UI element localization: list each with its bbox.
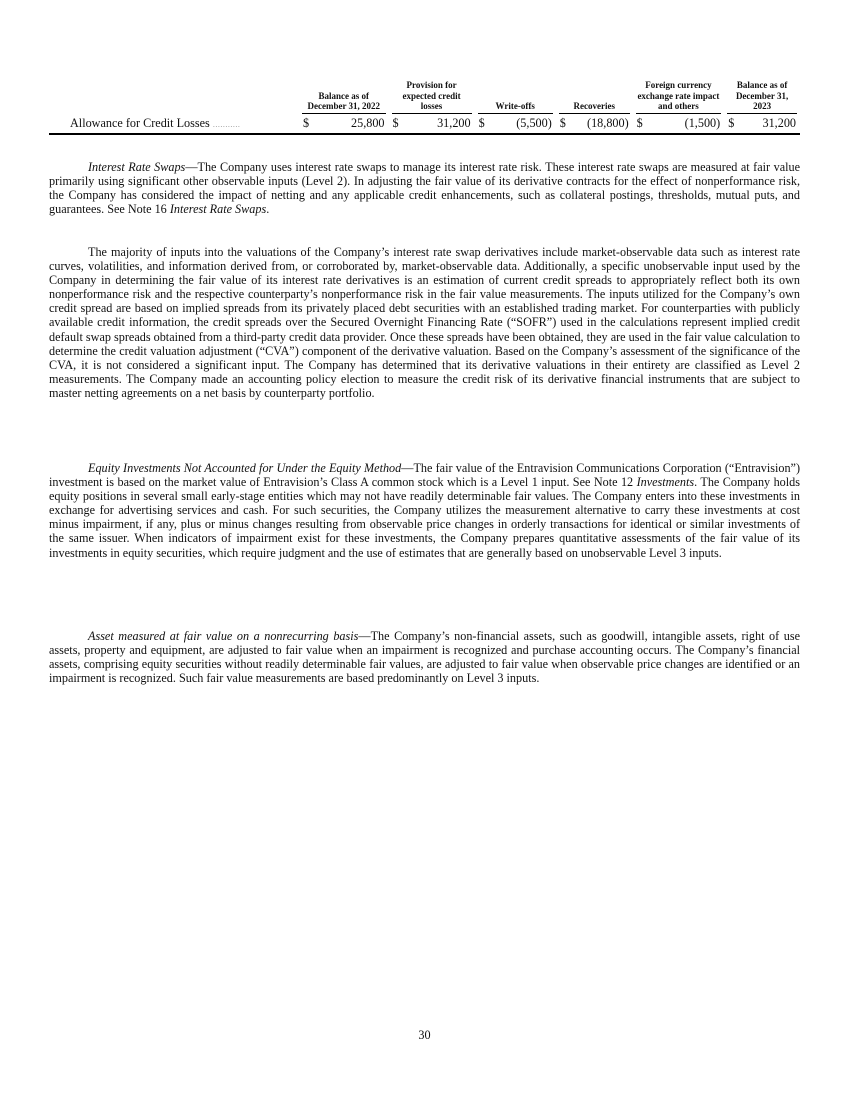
paragraph-valuation-inputs: The majority of inputs into the valuations of the Company’s interest rate swap derivatives include market-observable data such as interest rate curves, volatilities, and information derived from, or corroborated by, market-observable data. Additionally, a specific unobservable input used by the Company in determining the fair value of its interest rate derivatives is an estimation of current credit spreads to appropriately reflect both its own nonperformance risk and the respective counterparty’s nonperformance risk in the fair value measurements. The inputs utilized for the Company’s own credit spread are based on implied spreads from its privately placed debt securities with an established trading market. For counterparties with publicly available credit information, the credit spreads over the Secured Overnight Financing Rate (“SOFR”) used in the calculations represent implied credit default swap spreads obtained from a third-party credit data provider. Once these spreads have been obtained, they are used in the fair value calculation to determine the credit valuation adjustment (“CVA”) component of the derivative valuation. Based on the Company’s assessment of the significance of the CVA, it is not considered a significant input. The Company has determined that its derivative valuations in their entirety are classified as Level 2 measurements. The Company made an accounting policy election to measure the credit risk of its derivative financial instruments that are subject to master netting agreements on a net basis by counterparty portfolio.: [49, 245, 800, 400]
paragraph-interest-rate-swaps: Interest Rate Swaps—The Company uses interest rate swaps to manage its interest rate risk. These interest rate swaps are measured at fair value primarily using significant other observable inputs (Level 2). In adjusting the fair value of its derivative contracts for the effect of nonperformance risk, the Company has considered the impact of netting and any applicable credit enhancements, such as collateral postings, thresholds, mutual puts, and guarantees. See Note 16 Interest Rate Swaps.: [49, 160, 801, 217]
currency-symbol: $: [633, 114, 645, 134]
value-provision: 31,200: [401, 114, 475, 134]
paragraph-equity-investments: Equity Investments Not Accounted for Under the Equity Method—The fair value of the Entravision Communications Corporation (“Entravision”) investment is based on the market value of Entravision’s Class A common stock which is a Level 1 input. See Note 12 Investments. The Company holds equity positions in several small early-stage entities which may not have readily determinable fair values. The Company enters into these investments in exchange for advertising services and cash. For such securities, the Company utilizes the measurement alternative to carry these investments at cost minus impairment, if any, plus or minus changes resulting from observable price changes in orderly transactions for identical or similar investments of the same issuer. When indicators of impairment exist for these investments, the Company prepares quantitative assessments of the fair value of its investments in equity securities, which require judgment and the use of estimates that are generally based on unobservable Level 3 inputs.: [49, 461, 800, 560]
value-write-offs: (5,500): [487, 114, 556, 134]
paragraph-title: Interest Rate Swaps: [88, 160, 186, 174]
header-fx-impact: Foreign currency exchange rate impact and others: [633, 80, 725, 114]
currency-symbol: $: [724, 114, 736, 134]
value-balance-2023: 31,200: [736, 114, 800, 134]
header-balance-2022: Balance as of December 31, 2022: [299, 80, 389, 114]
header-blank: [49, 80, 299, 114]
paragraph-title: Asset measured at fair value on a nonrecurring basis: [88, 629, 359, 643]
table-row: [49, 114, 800, 134]
currency-symbol: $: [475, 114, 487, 134]
row-label: Allowance for Credit Losses ...........: [49, 114, 299, 134]
note-reference: Investments: [636, 475, 695, 490]
currency-symbol: $: [299, 114, 311, 134]
value-recoveries: (18,800): [568, 114, 633, 134]
page-number: 30: [418, 1028, 431, 1042]
header-balance-2023: Balance as of December 31, 2023: [724, 80, 800, 114]
value-fx-impact: (1,500): [645, 114, 725, 134]
allowance-table: [49, 80, 800, 135]
table-header-row: [49, 80, 800, 114]
paragraph-title: Equity Investments Not Accounted for Under the Equity Method: [88, 461, 402, 475]
header-provision: Provision for expected credit losses: [389, 80, 475, 114]
header-write-offs: Write-offs: [475, 80, 556, 114]
header-recoveries: Recoveries: [556, 80, 633, 114]
currency-symbol: $: [389, 114, 401, 134]
paragraph-nonrecurring-assets: Asset measured at fair value on a nonrecurring basis—The Company’s non-financial assets, such as goodwill, intangible assets, right of use assets, property and equipment, are adjusted to fair value when an impairment is recognized and purchase accounting occurs. The Company’s financial assets, comprising equity securities without readily determinable fair values, are adjusted to fair value when observable price changes are identified or an impairment is recognized. Such fair value measurements are based predominantly on Level 3 inputs.: [49, 629, 800, 686]
value-balance-2022: 25,800: [311, 114, 389, 134]
currency-symbol: $: [556, 114, 568, 134]
note-reference: Interest Rate Swaps: [169, 202, 267, 217]
